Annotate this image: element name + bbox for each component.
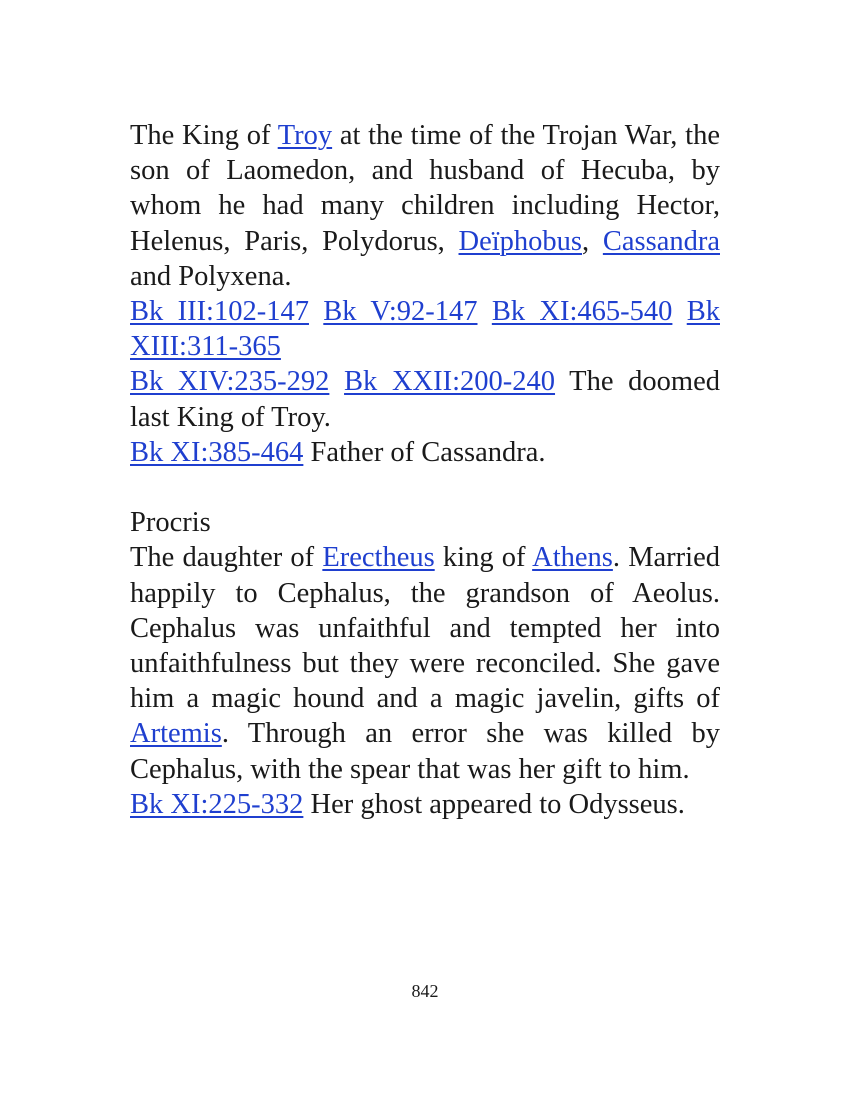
page-body — [130, 118, 720, 822]
text-run — [478, 296, 492, 327]
link-bk-xiii-311-365[interactable]: Bk XIII:311-365 — [130, 296, 720, 363]
entry-procris — [130, 505, 720, 822]
page-number: 842 — [411, 981, 439, 1001]
entry-heading: Procris — [130, 507, 211, 539]
link-bk-xi-225-332[interactable]: Bk XI:225-332 — [130, 788, 304, 820]
paragraph — [130, 118, 720, 294]
text-run: , — [582, 225, 603, 257]
paragraph — [130, 435, 720, 470]
text-run: and Polyxena. — [130, 260, 292, 292]
text-run: king of — [434, 542, 533, 574]
link-bk-iii-102-147[interactable]: Bk III:102-147 — [130, 296, 309, 328]
text-run: . Married happily to Cephalus, the grandson of Aeolus. Cephalus was unfaithful and tempted her into unfaithfulness but they were reconciled. She gave him a magic hound and a magic javelin, gifts of — [130, 542, 720, 715]
text-run: The King of — [130, 120, 278, 151]
paragraph — [130, 540, 720, 786]
link-cassandra[interactable]: Cassandra — [602, 225, 720, 257]
link-troy[interactable]: Troy — [277, 120, 333, 151]
text-run — [672, 296, 686, 327]
entry-priam — [130, 118, 720, 470]
text-run: at the time of the Trojan War, the son of Laomedon, and husband of Hecuba, by whom he had many children including Hector, Helenus, Paris, Polydorus, — [130, 120, 720, 257]
link-erectheus[interactable]: Erectheus — [322, 542, 435, 574]
link-bk-xi-465-540[interactable]: Bk XI:465-540 — [491, 296, 673, 328]
link-bk-xi-385-464[interactable]: Bk XI:385-464 — [130, 436, 304, 468]
link-athens[interactable]: Athens — [532, 542, 613, 574]
text-run: . Through an error she was killed by Cephalus, with the spear that was her gift to him. — [130, 718, 720, 785]
text-run: Father of Cassandra. — [303, 436, 546, 468]
entry-spacer — [130, 470, 720, 505]
text-run — [309, 296, 323, 327]
link-bk-xxii-200-240[interactable]: Bk XXII:200-240 — [344, 366, 556, 398]
text-run: Her ghost appeared to Odysseus. — [303, 788, 685, 820]
text-run — [329, 366, 344, 397]
link-artemis[interactable]: Artemis — [130, 718, 222, 750]
paragraph — [130, 787, 720, 822]
paragraph — [130, 294, 720, 364]
text-run: The daughter of — [130, 542, 323, 574]
link-bk-xiv-235-292[interactable]: Bk XIV:235-292 — [130, 366, 330, 398]
link-de-phobus[interactable]: Deïphobus — [458, 225, 583, 257]
paragraph — [130, 364, 720, 434]
link-bk-v-92-147[interactable]: Bk V:92-147 — [323, 296, 478, 328]
text-run: The doomed last King of Troy. — [130, 366, 720, 433]
